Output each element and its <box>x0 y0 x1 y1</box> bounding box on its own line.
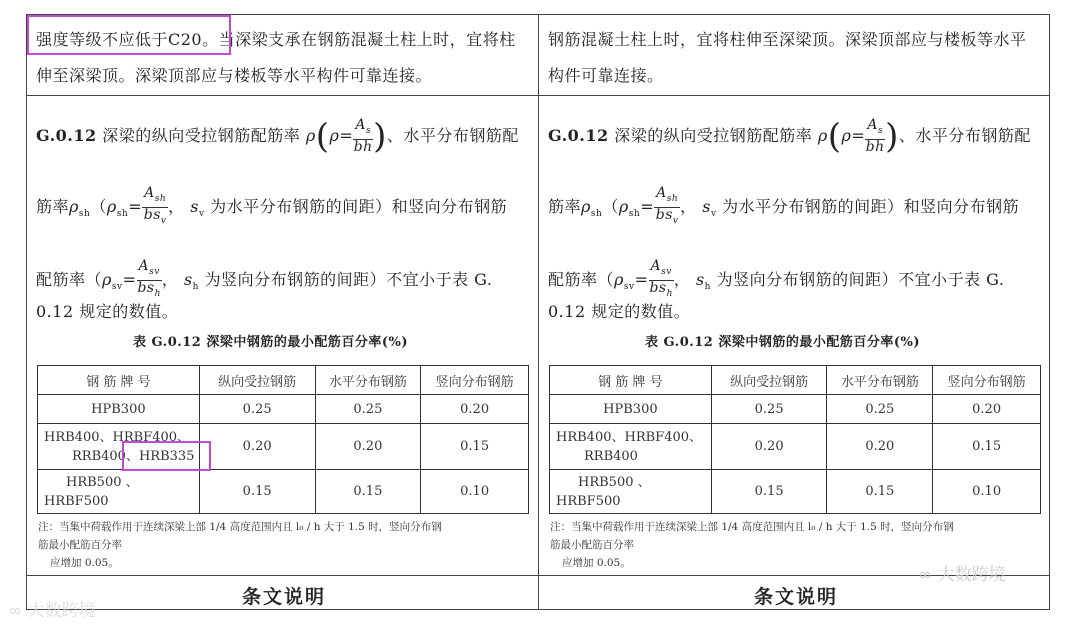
clause-text: 深梁的纵向受拉钢筋配筋率 <box>102 125 301 145</box>
header-longitudinal: 纵向受拉钢筋 <box>199 366 315 395</box>
left-clause-line1: G.0.12 深梁的纵向受拉钢筋配筋率 ρ(ρ= $\frac{A_s}{bh}$ )、水平分布钢筋配 <box>36 116 519 157</box>
right-clause-line4: 0.12 规定的数值。 <box>548 302 691 321</box>
left-table-title: 表 G.0.12 深梁中钢筋的最小配筋百分率(%) <box>133 335 409 350</box>
left-top-line1: 强度等级不应低于C20。当深梁支承在钢筋混凝土柱上时，宜将柱 <box>36 30 516 49</box>
right-clause-line3: 配筋率（$\rho_{sv}=$ $A_{sv}$ $bs_h$ ， $s_h$ 为竖向分布钢筋的间距）不宜小于表 G. <box>548 258 1005 299</box>
header-vertical: 竖向分布钢筋 <box>421 366 529 395</box>
header-grade: 钢 筋 牌 号 <box>38 366 200 395</box>
right-top-line2: 构件可靠连接。 <box>548 66 664 85</box>
left-explanation-title: 条文说明 <box>242 586 327 608</box>
table-header-row: 钢 筋 牌 号 纵向受拉钢筋 水平分布钢筋 竖向分布钢筋 <box>550 366 1041 395</box>
right-steel-table <box>549 365 1041 514</box>
left-clause-line3: 配筋率（$\rho_{sv}=$ $A_{sv}$ $bs_h$ ， $s_h$ 为竖向分布钢筋的间距）不宜小于表 G. <box>36 259 492 302</box>
left-clause-line2: 筋率$\rho_{sh}(\rho_{sh}=$ $A_{sh}$ $bs_v$ ， $s_v$ 为水平分布钢筋的间距）和竖向分布钢筋 <box>36 186 507 229</box>
watermark-logo-icon: ∞ <box>918 565 938 585</box>
right-table-note: 注：当集中荷载作用于连续深梁上部 1/4 高度范围内且 l₀ / h 大于 1.5 时，竖向分布钢 筋最小配筋百分率 应增加 0.05。 <box>550 521 954 569</box>
clause-text-after: 、水平分布钢筋配 <box>386 125 519 145</box>
table-header-row <box>38 366 529 395</box>
rho-formula: $\frac{A_s}{bh}$ <box>353 117 373 155</box>
left-top-line2: 伸至深梁顶。深梁顶部应与楼板等水平构件可靠连接。 <box>36 66 433 85</box>
right-top-line1: 钢筋混凝土柱上时，宜将柱伸至深梁顶。深梁顶部应与楼板等水平 <box>548 30 1027 49</box>
watermark-left: ∞ 大数跨境 <box>8 601 96 621</box>
table-row: HRB400、HRBF400、 RRB400、HRB335 0.20 0.20 0.15 <box>38 424 529 470</box>
right-clause-line1: G.0.12 深梁的纵向受拉钢筋配筋率 ρ(ρ= $\frac{A_s}{bh}$ )、水平分布钢筋配 <box>548 116 1031 157</box>
highlight-c20-box <box>27 15 231 55</box>
header-horizontal: 水平分布钢筋 <box>315 366 421 395</box>
right-explanation-title: 条文说明 <box>754 586 839 608</box>
rho-sv-formula: $A_{sv}$ $bs_h$ <box>137 258 161 299</box>
right-table-title: 表 G.0.12 深梁中钢筋的最小配筋百分率(%) <box>645 335 921 350</box>
table-row: HRB500 、 HRBF500 0.15 0.15 0.10 <box>550 470 1041 514</box>
table-row: HPB300 0.25 0.25 0.20 <box>550 395 1041 424</box>
highlight-hrb335-box <box>122 441 211 471</box>
left-clause-line4: 0.12 规定的数值。 <box>36 302 179 321</box>
watermark-right: ∞ 大数跨境 <box>918 565 1006 585</box>
clause-number: G.0.12 <box>36 125 97 145</box>
right-clause-line2: 筋率$\rho_{sh}(\rho_{sh}=$ $A_{sh}$ $bs_v$ ， $s_v$ 为水平分布钢筋的间距）和竖向分布钢筋 <box>548 185 1020 226</box>
left-column <box>28 14 538 610</box>
left-steel-table <box>37 365 529 514</box>
left-table-note: 注：当集中荷载作用于连续深梁上部 1/4 高度范围内且 l₀ / h 大于 1.5 时，竖向分布钢 筋最小配筋百分率 应增加 0.05。 <box>38 521 442 569</box>
right-column <box>540 14 1050 610</box>
column-divider <box>538 14 539 610</box>
table-row: HPB300 0.25 0.25 0.20 <box>38 395 529 424</box>
table-row: HRB400、HRBF400、 RRB400 0.20 0.20 0.15 <box>550 424 1041 470</box>
rho-sh-formula: $A_{sh}$ $bs_v$ <box>143 185 167 226</box>
table-row: HRB500 、 HRBF500 0.15 0.15 0.10 <box>38 470 529 514</box>
watermark-logo-icon: ∞ <box>8 601 28 621</box>
